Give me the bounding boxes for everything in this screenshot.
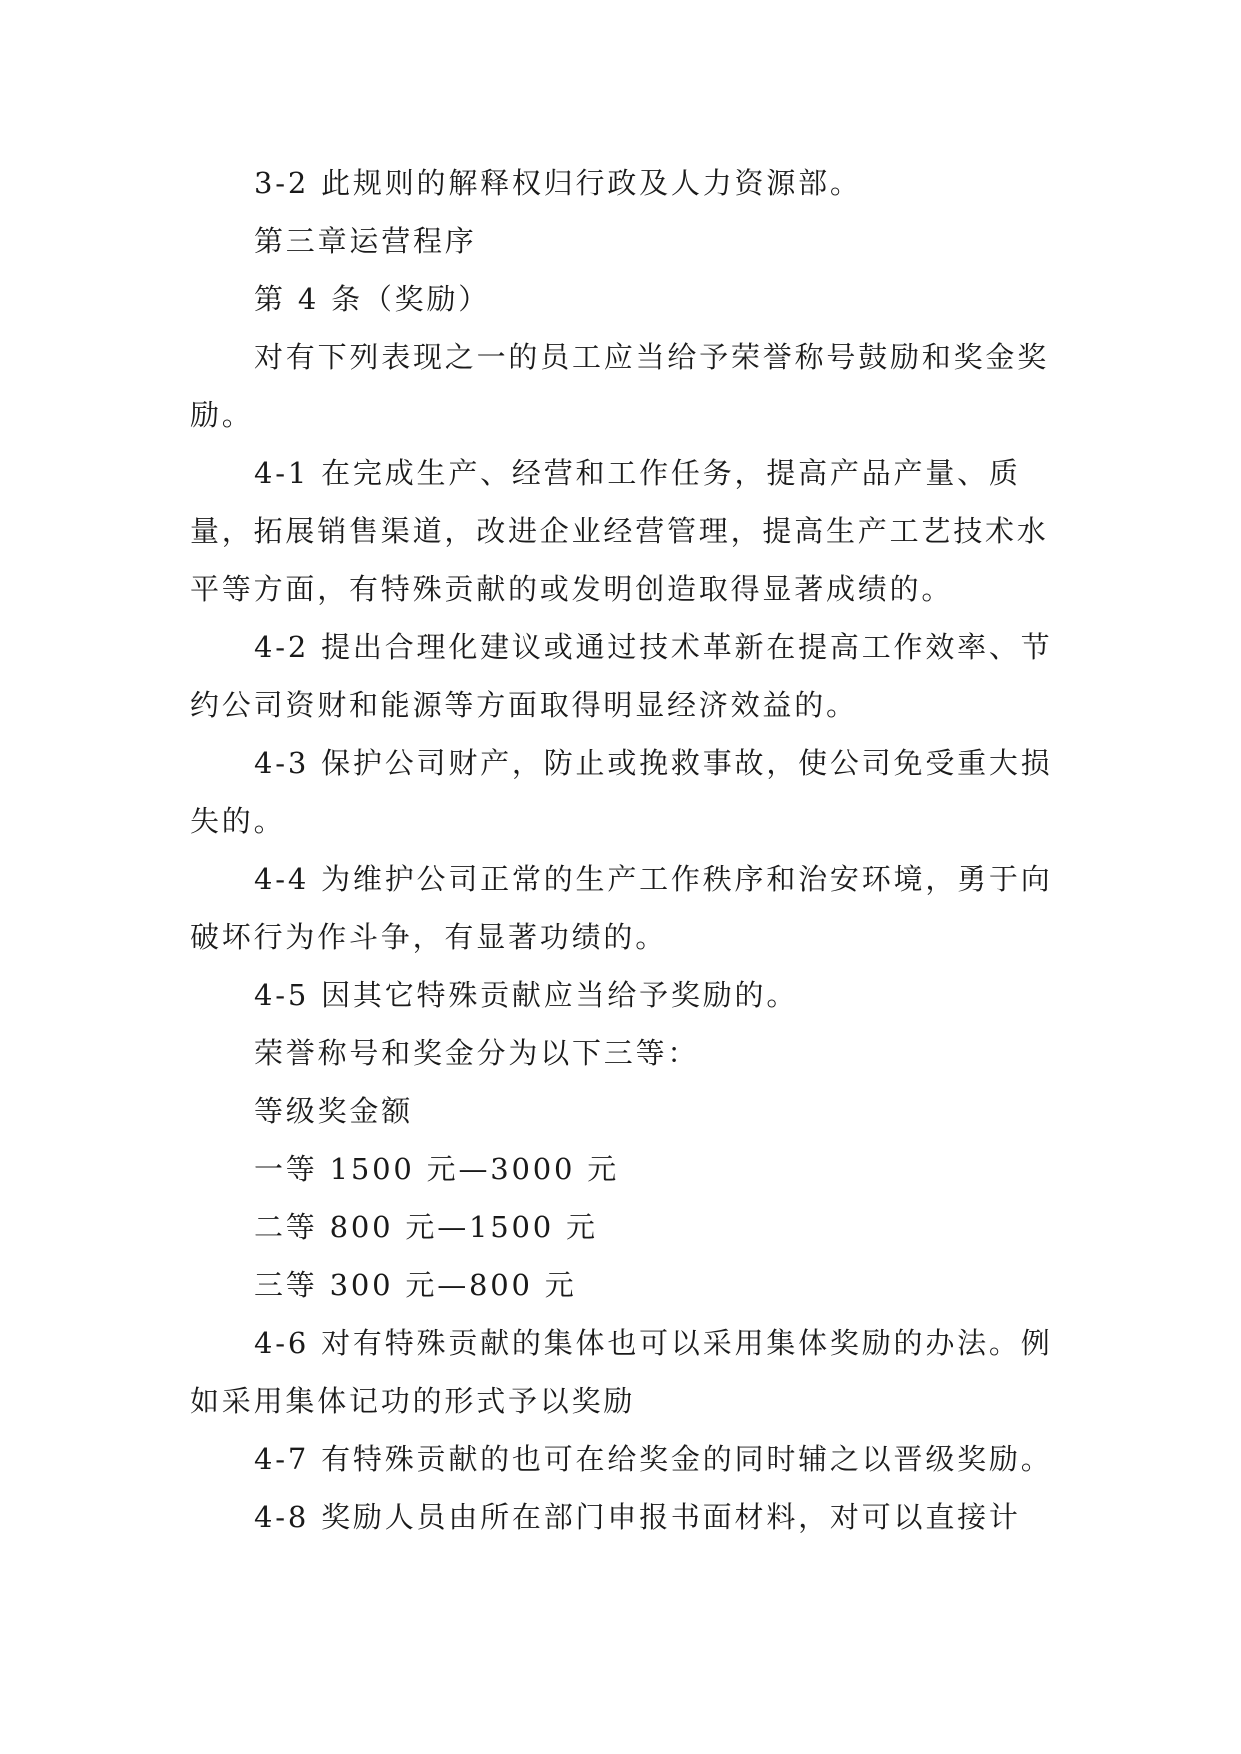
paragraph: 4-7 有特殊贡献的也可在给奖金的同时辅之以晋级奖励。 [254,1442,1053,1476]
paragraph: 对有下列表现之一的员工应当给予荣誉称号鼓励和奖金奖励。 [190,340,1050,432]
paragraph: 4-8 奖励人员由所在部门申报书面材料，对可以直接计 [254,1500,1021,1534]
paragraph: 3-2 此规则的解释权归行政及人力资源部。 [254,166,862,200]
paragraph: 荣誉称号和奖金分为以下三等： [254,1036,700,1070]
paragraph: 4-2 提出合理化建议或通过技术革新在提高工作效率、节约公司资财和能源等方面取得明显经济效益的。 [190,630,1053,722]
paragraph: 4-6 对有特殊贡献的集体也可以采用集体奖励的办法。例如采用集体记功的形式予以奖励 [190,1326,1053,1418]
paragraph: 4-3 保护公司财产，防止或挽救事故，使公司免受重大损失的。 [190,746,1053,838]
chapter-heading: 第三章运营程序 [254,224,477,258]
paragraph: 4-4 为维护公司正常的生产工作秩序和治安环境，勇于向破坏行为作斗争，有显著功绩的。 [190,862,1053,954]
article-heading: 第 4 条（奖励） [254,282,491,316]
reward-table-header: 等级奖金额 [254,1094,414,1128]
document-body [190,154,1060,1546]
paragraph: 4-5 因其它特殊贡献应当给予奖励的。 [254,978,799,1012]
reward-level-2: 二等 800 元—1500 元 [254,1210,598,1244]
paragraph: 4-1 在完成生产、经营和工作任务，提高产品产量、质量，拓展销售渠道，改进企业经营管理，提高生产工艺技术水平等方面，有特殊贡献的或发明创造取得显著成绩的。 [190,456,1049,606]
reward-level-3: 三等 300 元—800 元 [254,1268,577,1302]
reward-level-1: 一等 1500 元—3000 元 [254,1152,620,1186]
